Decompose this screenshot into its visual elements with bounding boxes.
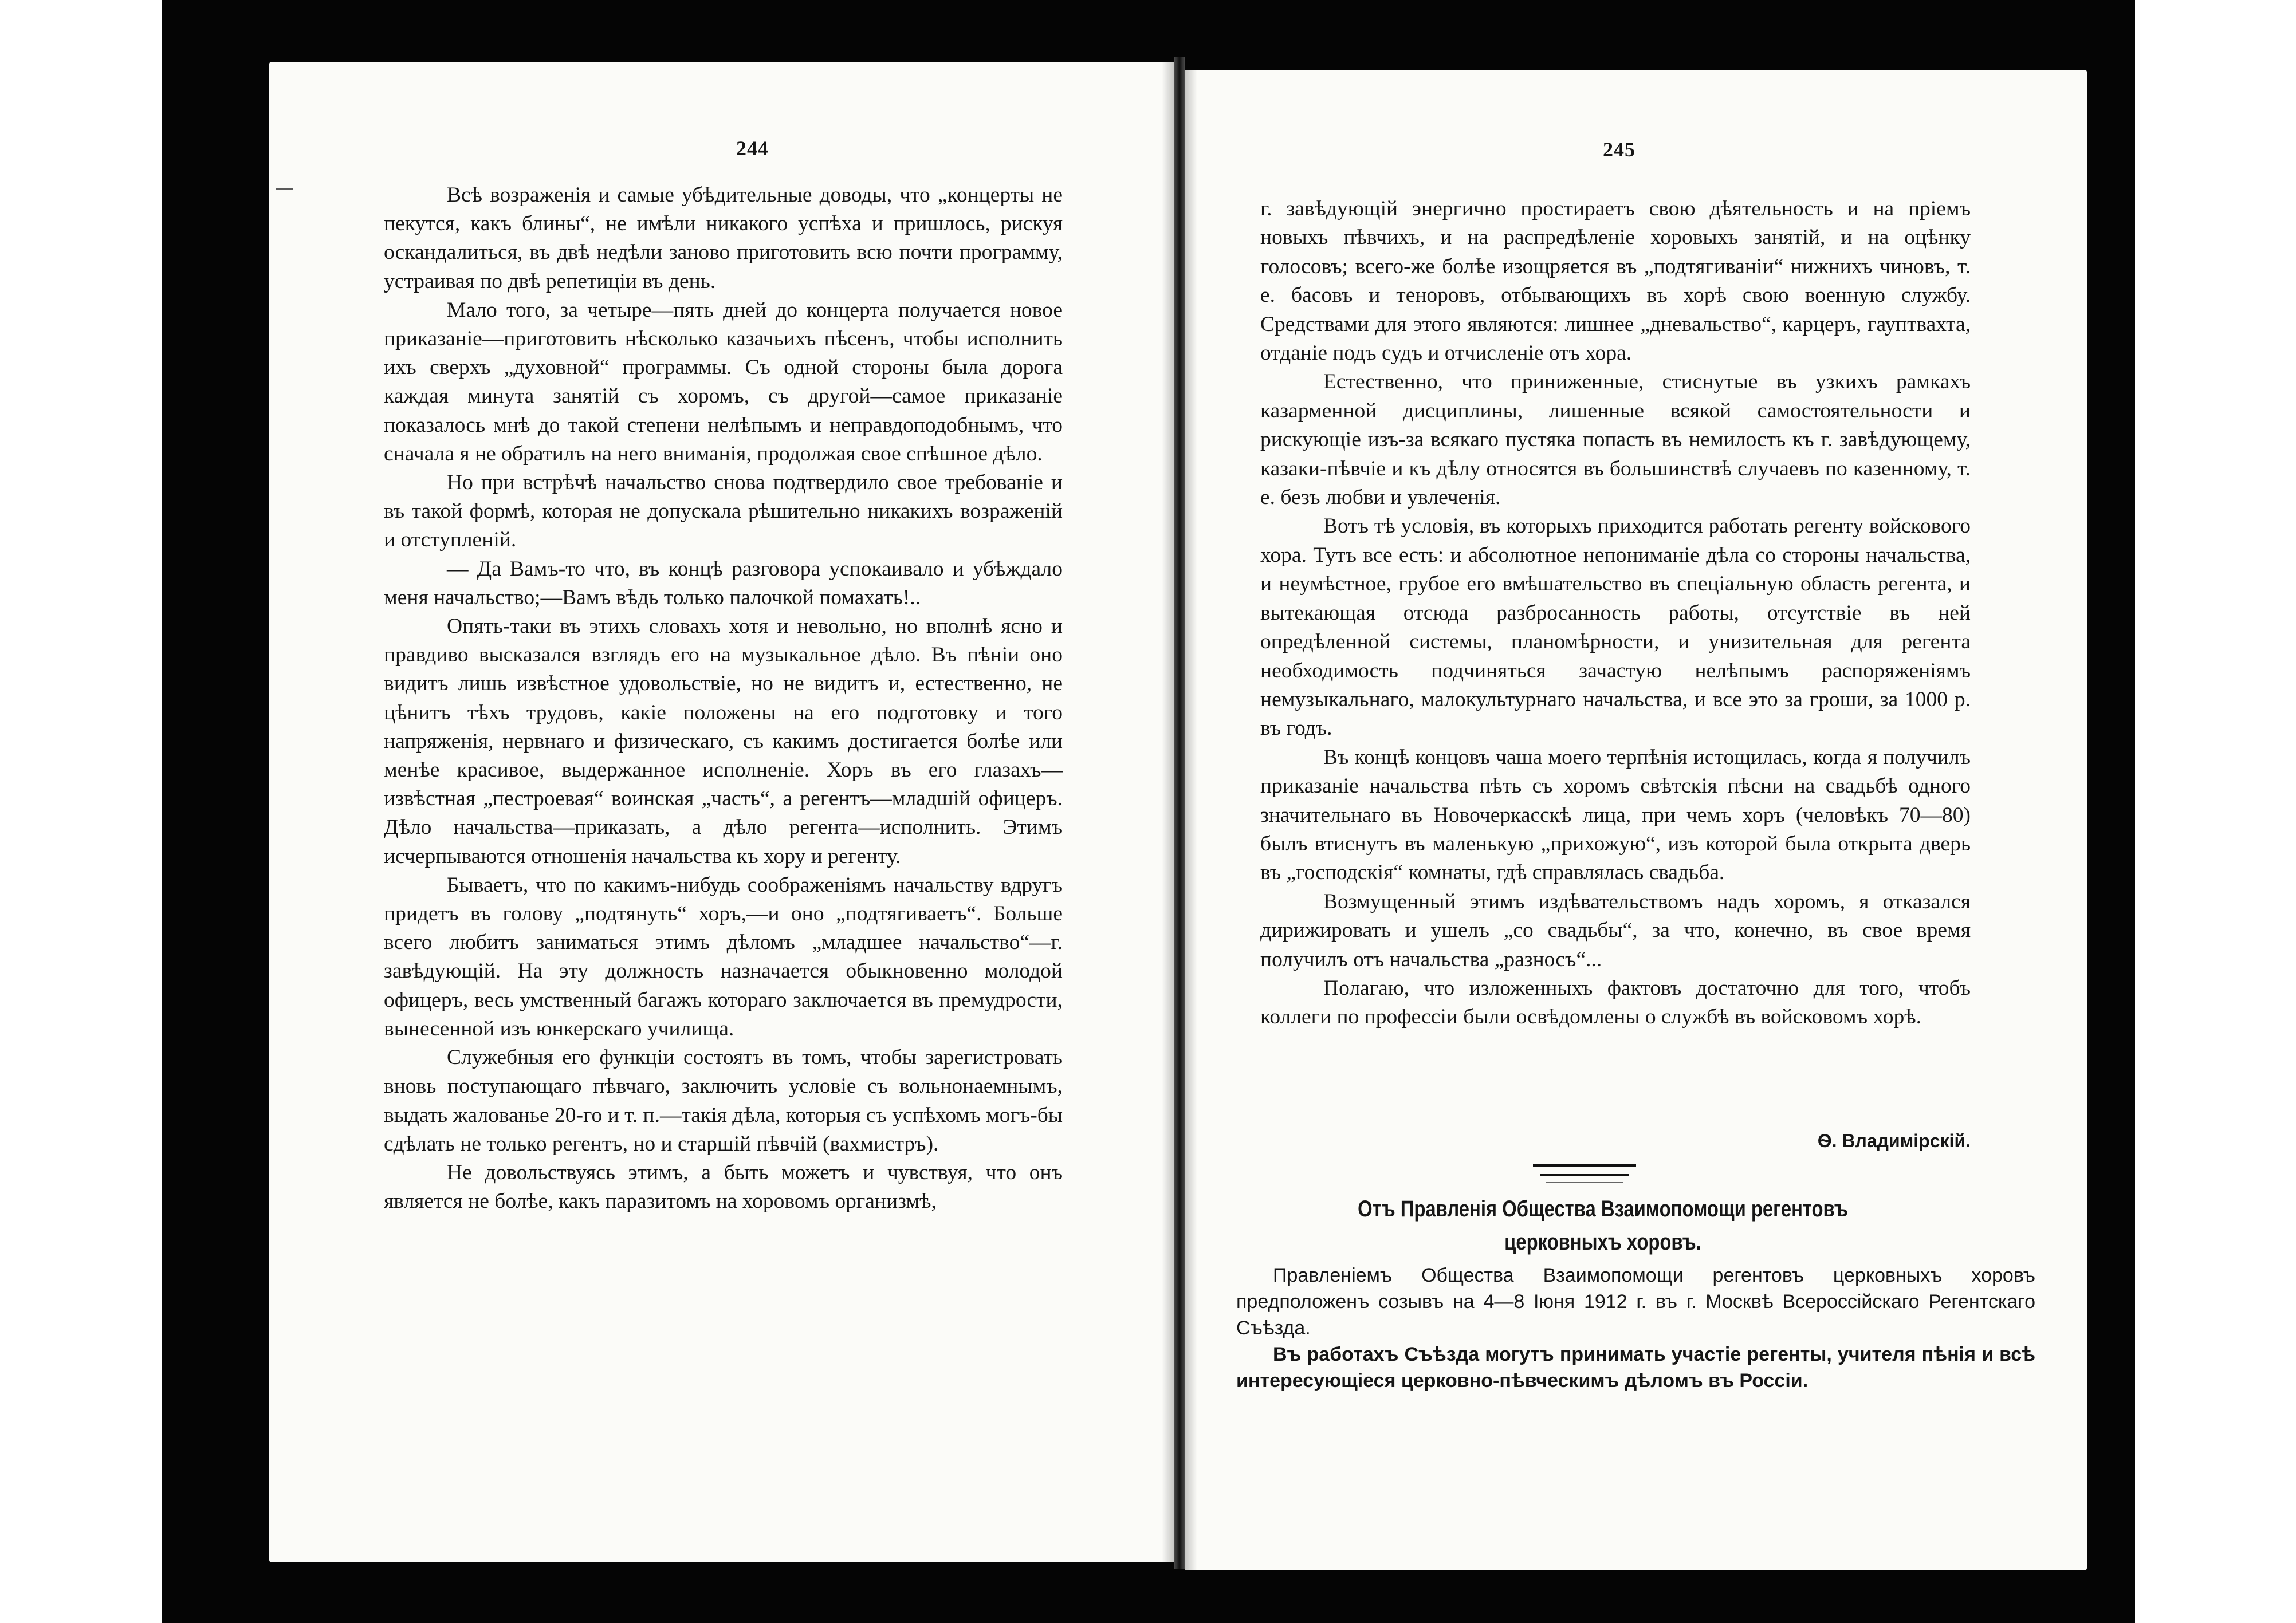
paragraph: Въ концѣ концовъ чаша моего терпѣнія истощилась, когда я получилъ приказаніе начальства пѣть съ хоромъ свѣтскія пѣсни на свадьбѣ одного значительнаго въ Новочеркасскѣ лица, при чемъ хоръ (человѣкъ 70—80) былъ втиснутъ въ маленькую „прихожую“, изъ которой была открыта дверь въ „господскія“ комнаты, гдѣ справлялась свадьба. bbox=[1260, 745, 1971, 885]
right-page-edge-shadow bbox=[1185, 70, 1197, 1570]
section-divider bbox=[1533, 1164, 1636, 1167]
page-number: 245 bbox=[1603, 138, 1635, 161]
paragraph: Служебныя его функціи состоятъ въ томъ, чтобы зарегистровать вновь поступающаго пѣвчаго, заключить условіе съ вольнонаемнымъ, выдать жалованье 20-го и т. п.—такія дѣла, которыя съ успѣхомъ могъ-бы сдѣлать не только регентъ, но и старшій пѣвчій (вахмистръ). bbox=[384, 1046, 1063, 1156]
section-divider bbox=[1540, 1174, 1629, 1176]
paragraph: Опять-таки въ этихъ словахъ хотя и невольно, но вполнѣ ясно и правдиво высказался взглядъ его на музыкальное дѣло. Въ пѣніи оно видитъ лишь извѣстное удовольствіе, но не видитъ и, естественно, не цѣнитъ тѣхъ трудовъ, какіе положены на его подготовку и того напряженія, нервнаго и физическаго, съ какимъ достигается болѣе или менѣе красивое, выдержанное исполненіе. Хоръ въ его глазахъ—извѣстная „пестроевая“ воинская „часть“, а регентъ—младшій офицеръ. Дѣло начальства—приказать, а дѣло регента—исполнить. Этимъ исчерпываются отношенія начальства къ хору и регенту. bbox=[384, 614, 1063, 868]
section-divider bbox=[1546, 1182, 1623, 1183]
section-heading: Отъ Правленія Общества Взаимопомощи регентовъ церковныхъ хоровъ. bbox=[1358, 1196, 1848, 1255]
page-number: 244 bbox=[736, 137, 769, 160]
notice-body bbox=[1236, 1262, 2035, 1394]
right-page-body bbox=[1260, 195, 1971, 1032]
paragraph: Но при встрѣчѣ начальство снова подтвердило свое требованіе и въ такой формѣ, которая не допускала рѣшительно никакихъ возраженій и отступленій. bbox=[384, 471, 1063, 552]
paragraph: Бываетъ, что по какимъ-нибудь соображеніямъ начальству вдругъ придетъ въ голову „подтянуть“ хоръ,—и оно „подтягиваетъ“. Больше всего любитъ заниматься этимъ дѣломъ „младшее начальство“—г. завѣдующій. На эту должность назначается обыкновенно молодой офицеръ, весь умственный багажъ котораго заключается въ премудрости, вынесенной изъ юнкерскаго училища. bbox=[384, 873, 1063, 1041]
notice-paragraph: Въ работахъ Съѣзда могутъ принимать участіе регенты, учителя пѣнія и всѣ интересующіеся церковно-пѣвческимъ дѣломъ въ Россіи. bbox=[1236, 1344, 2035, 1392]
paragraph: Полагаю, что изложенныхъ фактовъ достаточно для того, чтобъ коллеги по профессіи были освѣдомлены о службѣ въ войсковомъ хорѣ. bbox=[1260, 976, 1971, 1029]
paragraph: Вотъ тѣ условія, въ которыхъ приходится работать регенту войскового хора. Тутъ все есть: и абсолютное непониманіе дѣла со стороны начальства, и неумѣстное, грубое его вмѣшательство въ спеціальную область регента, и вытекающая отсюда разбросанность работы, отсутствіе въ ней опредѣленной системы, планомѣрности, и унизительная для регента необходимость подчиняться зачастую нелѣпымъ распоряженіямъ немузыкальнаго, малокультурнаго начальства, и все это за гроши, за 1000 р. въ годъ. bbox=[1260, 514, 1971, 740]
left-page bbox=[269, 62, 1174, 1562]
paragraph: г. завѣдующій энергично простираетъ свою дѣятельность и на пріемъ новыхъ пѣвчихъ, и на распредѣленіе хоровыхъ занятій, и на оцѣнку голосовъ; всего-же болѣе изощряется въ „подтягиваніи“ нижнихъ чиновъ, т. е. басовъ и теноровъ, отбывающихъ въ хорѣ свою военную службу. Средствами для этого являются: лишнее „дневальство“, карцеръ, гауптвахта, отданіе подъ судъ и отчисленіе отъ хора. bbox=[1260, 197, 1971, 365]
notice-paragraph: Правленіемъ Общества Взаимопомощи регентовъ церковныхъ хоровъ предположенъ созывъ на 4—8 Іюня 1912 г. въ г. Москвѣ Всероссійскаго Регентскаго Съѣзда. bbox=[1236, 1264, 2035, 1339]
left-page-body bbox=[384, 181, 1063, 1216]
paragraph: Естественно, что приниженные, стиснутые въ узкихъ рамкахъ казарменной дисциплины, лишенные всякой самостоятельности и рискующіе изъ-за всякаго пустяка попасть въ немилость къ г. завѣдующему, казаки-пѣвчіе и къ дѣлу относятся въ большинствѣ случаевъ по казенному, т. е. безъ любви и увлеченія. bbox=[1260, 370, 1971, 510]
paragraph: Не довольствуясь этимъ, а быть можетъ и чувствуя, что онъ является не болѣе, какъ паразитомъ на хоровомъ организмѣ, bbox=[384, 1160, 1063, 1214]
left-page-edge-shadow bbox=[1162, 62, 1174, 1562]
right-page bbox=[1185, 70, 2087, 1570]
book-gutter bbox=[1174, 57, 1185, 1569]
margin-mark bbox=[276, 188, 293, 190]
author-signature: Ѳ. Владимірскій. bbox=[1817, 1130, 1971, 1151]
paragraph: — Да Вамъ-то что, въ концѣ разговора успокаивало и убѣждало меня начальство;—Вамъ вѣдь только палочкой помахать!.. bbox=[384, 557, 1063, 609]
paragraph: Мало того, за четыре—пять дней до концерта получается новое приказаніе—приготовить нѣсколько казачьихъ пѣсенъ, чтобы исполнить ихъ сверхъ „духовной“ программы. Съ одной стороны была дорога каждая минута занятій съ хоромъ, съ другой—самое приказаніе показалось мнѣ до такой степени нелѣпымъ и неправдоподобнымъ, что сначала я не обратилъ на него вниманія, продолжая свое спѣшное дѣло. bbox=[384, 298, 1063, 466]
paragraph: Всѣ возраженія и самые убѣдительные доводы, что „концерты не пекутся, какъ блины“, не имѣли никакого успѣха и пришлось, рискуя оскандалиться, въ двѣ недѣли заново приготовить всю почти программу, устраивая по двѣ репетиціи въ день. bbox=[384, 183, 1063, 293]
paragraph: Возмущенный этимъ издѣвательствомъ надъ хоромъ, я отказался дирижировать и ушелъ „со свадьбы“, за что, конечно, въ свое время получилъ отъ начальства „разносъ“... bbox=[1260, 889, 1971, 971]
